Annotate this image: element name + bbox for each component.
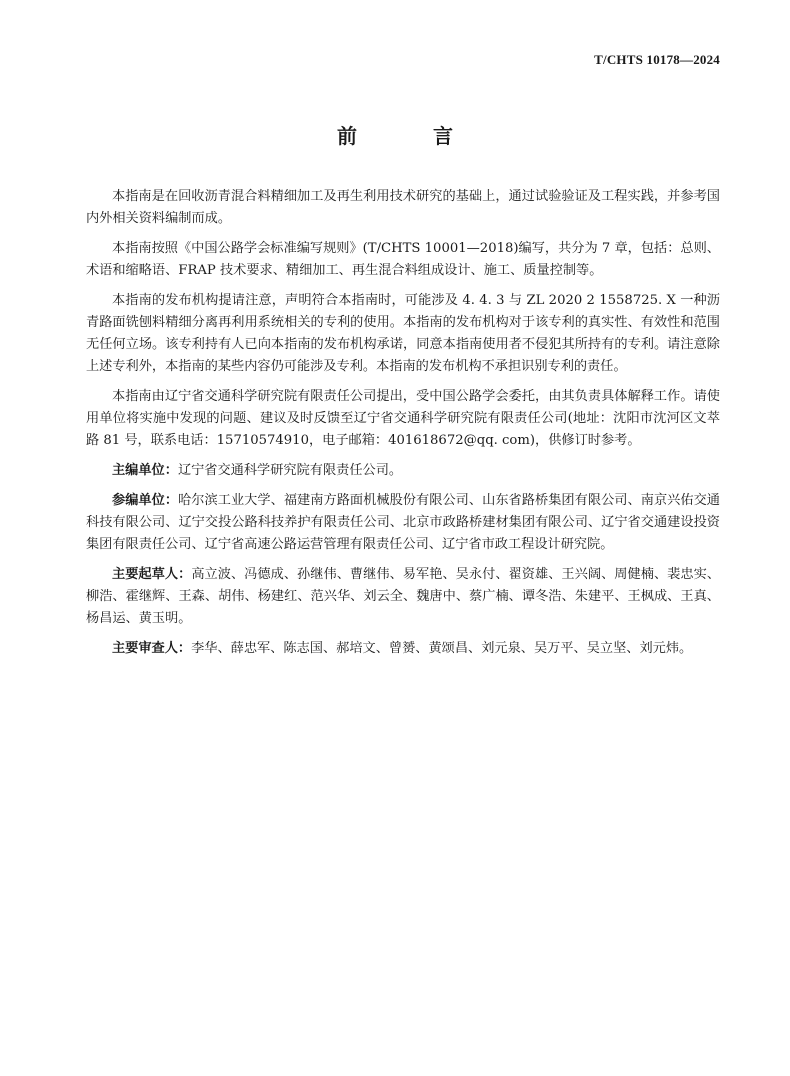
- participating-units: [86, 490, 720, 556]
- document-code: T/CHTS 10178—2024: [594, 52, 720, 67]
- paragraph-contact: 本指南由辽宁省交通科学研究院有限责任公司提出，受中国公路学会委托，由其负责具体解释工作。请使用单位将实施中发现的问题、建议及时反馈至辽宁省交通科学研究院有限责任公司(地址：沈阳市沈河区文萃路 81 号，联系电话：15710574910，电子邮箱：401618672@qq. com)，供修订时参考。: [86, 389, 720, 448]
- main-drafters: [86, 564, 720, 630]
- main-reviewers-label: 主要审查人：: [112, 641, 192, 656]
- editor-unit-value: 辽宁省交通科学研究院有限责任公司。: [177, 463, 403, 478]
- paragraph-basis: 本指南是在回收沥青混合料精细加工及再生利用技术研究的基础上，通过试验验证及工程实践，并参考国内外相关资料编制而成。: [86, 189, 720, 226]
- main-reviewers-value: 李华、薛忠军、陈志国、郝培文、曾赟、黄颂昌、刘元泉、吴万平、吴立坚、刘元炜。: [191, 641, 693, 656]
- editor-unit-label: 主编单位：: [112, 463, 178, 478]
- main-reviewers: [86, 638, 720, 660]
- main-drafters-value: 高立波、冯德成、孙继伟、曹继伟、易军艳、吴永付、翟资雄、王兴阔、周健楠、裴忠实、柳浩、霍继辉、王森、胡伟、杨建红、范兴华、刘云全、魏唐中、蔡广楠、谭冬浩、朱建平、王枫成、王真、杨昌运、黄玉明。: [86, 567, 721, 626]
- paragraph-patent: 本指南的发布机构提请注意，声明符合本指南时，可能涉及 4. 4. 3 与 ZL 2020 2 1558725. X 一种沥青路面铣刨料精细分离再利用系统相关的专利的使用。本指南的发布机构对于该专利的真实性、有效性和范围无任何立场。该专利持有人已向本指南的发布机构承诺，同意本指南使用者不侵犯其所持有的专利。请注意除上述专利外，本指南的某些内容仍可能涉及专利。本指南的发布机构不承担识别专利的责任。: [86, 293, 720, 374]
- page-title: 前 言: [337, 124, 481, 148]
- paragraph-structure: 本指南按照《中国公路学会标准编写规则》(T/CHTS 10001—2018)编写，共分为 7 章，包括：总则、术语和缩略语、FRAP 技术要求、精细加工、再生混合料组成设计、施工、质量控制等。: [86, 241, 720, 278]
- editor-unit: [86, 460, 720, 482]
- main-drafters-label: 主要起草人：: [112, 567, 192, 582]
- participating-units-value: 哈尔滨工业大学、福建南方路面机械股份有限公司、山东省路桥集团有限公司、南京兴佑交通科技有限公司、辽宁交投公路科技养护有限责任公司、北京市政路桥建材集团有限公司、辽宁省交通建设投资集团有限责任公司、辽宁省高速公路运营管理有限责任公司、辽宁省市政工程设计研究院。: [86, 493, 720, 552]
- foreword-body: [86, 186, 720, 668]
- participating-units-label: 参编单位：: [112, 493, 179, 508]
